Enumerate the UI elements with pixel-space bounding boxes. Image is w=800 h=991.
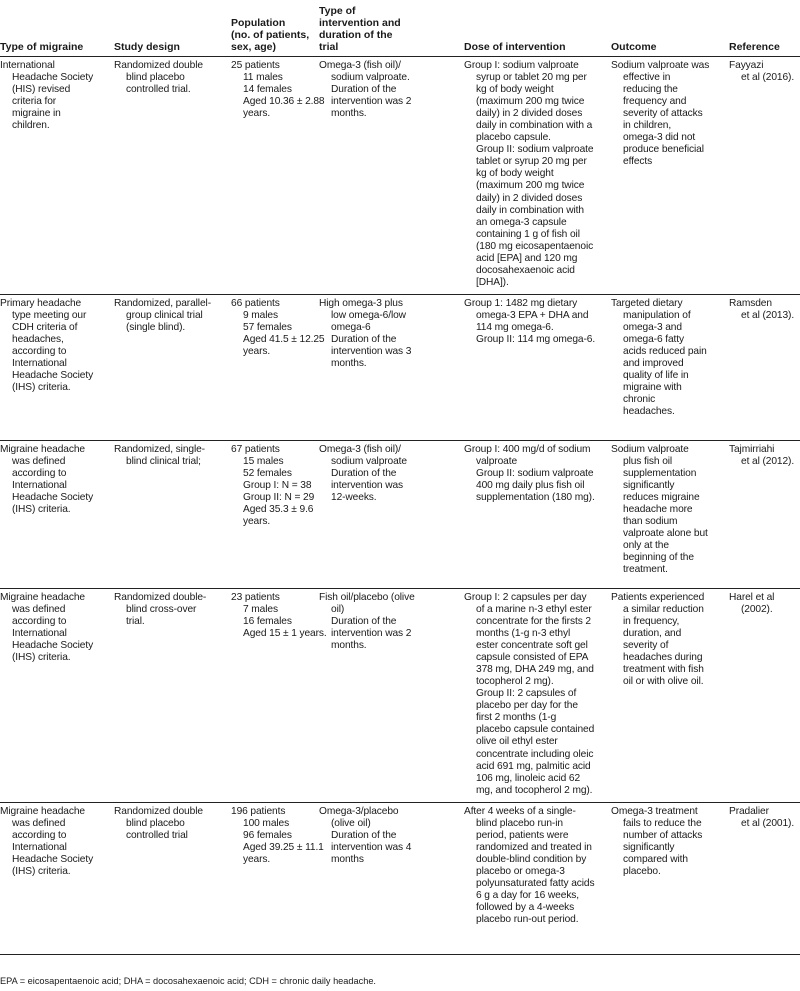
cell-line: (IHS) criteria. (12, 504, 71, 516)
cell-line: mg, and tocopherol 2 mg). (476, 784, 593, 796)
cell-line: daily in combination with (476, 204, 584, 216)
cell-line: Aged 41.5 ± 12.25 (243, 334, 325, 346)
cell-line: placebo run-out period. (476, 914, 579, 926)
cell-line: (2002). (741, 603, 773, 615)
cell-line: Duration of the (331, 467, 397, 479)
cell-line: Group I: N = 38 (243, 480, 312, 492)
cell-line: Duration of the (331, 334, 397, 346)
cell-line: docosahexaenoic acid (476, 264, 575, 276)
header-study-design (114, 0, 231, 57)
cell-line: intervention was 2 (331, 96, 412, 108)
cell-line: first 2 months (1-g (476, 712, 557, 724)
cell-line: Group II: sodium valproate (476, 467, 594, 479)
cell-line: Randomized double (114, 60, 203, 71)
header-row (0, 0, 800, 57)
cell-line: Primary headache (0, 297, 82, 309)
cell-line: et al (2013). (741, 309, 795, 321)
cell-line: reducing the (623, 84, 678, 96)
cell-line: 100 males (243, 817, 290, 829)
cell-line: placebo per day for the (476, 700, 578, 712)
cell-line: containing 1 g of fish oil (476, 228, 580, 240)
cell-line: randomized and treated in (476, 841, 592, 853)
cell-line: High omega-3 plus (319, 297, 403, 309)
cell-line: kg of body weight (476, 168, 554, 180)
cell-line: headaches, (12, 334, 64, 346)
header-reference (729, 0, 800, 57)
cell-line: treatment. (623, 564, 668, 576)
cell-line: Group I: 2 capsules per day (464, 591, 587, 603)
cell-outcome (611, 440, 729, 588)
cell-line: Omega-3 treatment (611, 805, 698, 817)
cell-line: 114 mg omega-6. (476, 321, 554, 333)
cell-type (0, 440, 114, 588)
cell-line: International (0, 60, 55, 71)
header-line: (no. of patients, (231, 29, 310, 41)
cell-line: oil) (331, 603, 345, 615)
cell-line: was defined (12, 603, 66, 615)
table-row (0, 588, 800, 802)
cell-reference (729, 294, 800, 440)
cell-line: 14 females (243, 84, 292, 96)
cell-line: 106 mg, linoleic acid 62 (476, 772, 581, 784)
header-line: Population (231, 17, 286, 29)
cell-line: Aged 35.3 ± 9.6 (243, 504, 314, 516)
cell-line: quality of life in (623, 370, 689, 382)
cell-outcome (611, 57, 729, 295)
cell-line: Duration of the (331, 84, 397, 96)
cell-line: 6 g a day for 16 weeks, (476, 890, 580, 902)
cell-line: severity of (623, 640, 669, 652)
cell-line: 400 mg daily plus fish oil (476, 480, 585, 492)
cell-line: Fayyazi (729, 60, 764, 71)
header-line: duration of the (319, 29, 393, 41)
cell-line: Sodium valproate (611, 443, 689, 455)
cell-line: in frequency, (623, 615, 680, 627)
cell-line: (olive oil) (331, 817, 371, 829)
cell-line: Ramsden (729, 297, 772, 309)
cell-line: valproate (476, 455, 518, 467)
cell-line: Targeted dietary (611, 297, 683, 309)
cell-line: (single blind). (126, 321, 186, 333)
header-population (231, 0, 319, 57)
cell-line: Aged 39.25 ± 11.1 (243, 841, 324, 853)
cell-intervention (319, 57, 464, 295)
cell-line: (HIS) revised (12, 84, 71, 96)
cell-line: Randomized double (114, 805, 203, 817)
cell-line: fails to reduce the (623, 817, 702, 829)
cell-line: et al (2012). (741, 455, 795, 467)
cell-intervention (319, 440, 464, 588)
cell-dose (464, 802, 611, 954)
header-line: Dose of intervention (464, 41, 566, 53)
cell-line: was defined (12, 455, 66, 467)
table-body (0, 57, 800, 955)
cell-line: chronic (623, 394, 656, 406)
cell-line: Tajmirriahi (729, 443, 775, 455)
header-dose-of-intervention (464, 0, 611, 57)
cell-line: supplementation (180 mg). (476, 492, 595, 504)
cell-line: capsule consisted of EPA (476, 652, 589, 664)
cell-line: criteria for (12, 96, 57, 108)
cell-line: intervention was (331, 480, 404, 492)
cell-line: 57 females (243, 321, 292, 333)
cell-dose (464, 588, 611, 802)
cell-line: reduces migraine (623, 492, 700, 504)
cell-line: 7 males (243, 603, 278, 615)
header-line: Outcome (611, 41, 657, 53)
cell-population (231, 294, 325, 440)
cell-line: intervention was 4 (331, 841, 412, 853)
cell-population (231, 802, 324, 954)
cell-line: syrup or tablet 20 mg per (476, 72, 587, 84)
cell-line: in children, (623, 120, 672, 132)
cell-line: was defined (12, 817, 66, 829)
cell-reference (729, 802, 800, 954)
cell-line: migraine with (623, 382, 682, 394)
cell-outcome (611, 294, 729, 440)
cell-line: number of attacks (623, 829, 703, 841)
cell-line: daily) in 2 divided doses (476, 108, 583, 120)
cell-line: than sodium (623, 516, 678, 528)
cell-line: a similar reduction (623, 603, 704, 615)
cell-line: [DHA]). (476, 276, 509, 288)
cell-reference (729, 588, 800, 802)
cell-line: 196 patients (231, 805, 286, 817)
cell-line: 16 females (243, 615, 292, 627)
cell-line: sodium valproate (331, 455, 407, 467)
cell-line: Group I: sodium valproate (464, 60, 579, 71)
cell-line: Group II: N = 29 (243, 492, 315, 504)
cell-line: Group 1: 1482 mg dietary (464, 297, 578, 309)
cell-line: 9 males (243, 309, 278, 321)
cell-line: years. (243, 346, 271, 358)
cell-line: according to (12, 467, 67, 479)
cell-line: concentrate including oleic (476, 748, 594, 760)
cell-reference (729, 57, 800, 295)
cell-line: ester concentrate soft gel (476, 640, 588, 652)
cell-line: After 4 weeks of a single- (464, 805, 576, 817)
cell-line: effective in (623, 72, 671, 84)
cell-intervention (319, 588, 464, 802)
cell-line: according to (12, 615, 67, 627)
cell-line: supplementation (623, 467, 697, 479)
cell-line: Aged 15 ± 1 years. (243, 628, 327, 640)
cell-line: (maximum 200 mg twice (476, 180, 585, 192)
cell-design (114, 588, 231, 802)
cell-line: daily in combination with a (476, 120, 593, 132)
cell-line: years. (243, 108, 271, 120)
header-type-of-migraine (0, 0, 114, 57)
cell-line: omega-6 (331, 321, 371, 333)
cell-dose (464, 440, 611, 588)
cell-line: type meeting our (12, 309, 87, 321)
cell-dose (464, 294, 611, 440)
cell-line: 67 patients (231, 443, 280, 455)
cell-design (114, 57, 231, 295)
cell-line: months. (331, 108, 367, 120)
cell-line: Omega-3/placebo (319, 805, 399, 817)
cell-line: (IHS) criteria. (12, 865, 71, 877)
cell-line: according to (12, 829, 67, 841)
header-line: trial (319, 41, 339, 53)
cell-line: migraine in (12, 108, 61, 120)
cell-line: International (12, 628, 67, 640)
cell-line: frequency and (623, 96, 687, 108)
cell-line: tablet or syrup 20 mg per (476, 156, 587, 168)
cell-type (0, 57, 114, 295)
cell-line: Randomized, single- (114, 443, 205, 455)
cell-line: Migraine headache (0, 805, 85, 817)
cell-line: 25 patients (231, 60, 280, 71)
cell-line: (IHS) criteria. (12, 382, 71, 394)
cell-line: Randomized double- (114, 591, 207, 603)
table-row (0, 802, 800, 954)
cell-line: placebo capsule. (476, 132, 551, 144)
cell-line: headache more (623, 504, 693, 516)
cell-line: and improved (623, 358, 684, 370)
header-line: Type of migraine (0, 41, 84, 53)
cell-line: 15 males (243, 455, 284, 467)
cell-line: months. (331, 358, 367, 370)
cell-outcome (611, 588, 729, 802)
cell-line: CDH criteria of (12, 321, 78, 333)
cell-line: blind cross-over (126, 603, 197, 615)
cell-line: headaches during (623, 652, 703, 664)
table-header (0, 0, 800, 57)
cell-line: Migraine headache (0, 443, 85, 455)
cell-line: according to (12, 346, 67, 358)
cell-line: 378 mg, DHA 249 mg, and (476, 664, 594, 676)
cell-type (0, 294, 114, 440)
cell-dose (464, 57, 611, 295)
cell-line: Group II: 114 mg omega-6. (476, 334, 596, 346)
cell-line: group clinical trial (126, 309, 203, 321)
cell-reference (729, 440, 800, 588)
table-row (0, 440, 800, 588)
cell-intervention (319, 802, 464, 954)
cell-line: placebo. (623, 865, 661, 877)
cell-line: olive oil ethyl ester (476, 736, 558, 748)
cell-type (0, 588, 114, 802)
header-line: sex, age) (231, 41, 276, 53)
cell-line: months (331, 853, 364, 865)
cell-line: Headache Society (12, 853, 94, 865)
cell-intervention (319, 294, 464, 440)
cell-line: omega-3 did not (623, 132, 696, 144)
cell-line: months (1-g n-3 ethyl (476, 628, 571, 640)
cell-line: Migraine headache (0, 591, 85, 603)
cell-line: tocopherol 2 mg). (476, 676, 554, 688)
table-footnote: EPA = eicosapentaenoic acid; DHA = docosahexaenoic acid; CDH = chronic daily headache. (0, 976, 376, 986)
cell-line: trial. (126, 615, 145, 627)
cell-line: blind clinical trial; (126, 455, 201, 467)
cell-line: 12-weeks. (331, 492, 377, 504)
cell-line: (IHS) criteria. (12, 652, 71, 664)
cell-line: concentrate for the firsts 2 (476, 615, 591, 627)
cell-line: polyunsaturated fatty acids (476, 877, 595, 889)
cell-population (231, 57, 325, 295)
cell-outcome (611, 802, 729, 954)
cell-line: treatment with fish (623, 664, 704, 676)
cell-line: severity of attacks (623, 108, 703, 120)
cell-line: Harel et al (729, 591, 775, 603)
header-intervention-duration (319, 0, 464, 57)
cell-line: acid [EPA] and 120 mg (476, 252, 578, 264)
cell-line: sodium valproate. (331, 72, 410, 84)
cell-line: (180 mg eicosapentaenoic (476, 240, 594, 252)
cell-line: omega-3 EPA + DHA and (476, 309, 589, 321)
cell-line: (maximum 200 mg twice (476, 96, 585, 108)
cell-line: Pradalier (729, 805, 769, 817)
cell-line: only at the (623, 540, 669, 552)
cell-line: International (12, 480, 67, 492)
cell-line: Duration of the (331, 829, 397, 841)
cell-line: blind placebo (126, 72, 185, 84)
header-outcome (611, 0, 729, 57)
cell-line: placebo or omega-3 (476, 865, 565, 877)
cell-line: Aged 10.36 ± 2.88 (243, 96, 325, 108)
cell-line: Duration of the (331, 615, 397, 627)
cell-line: 66 patients (231, 297, 280, 309)
cell-line: manipulation of (623, 309, 691, 321)
cell-line: intervention was 2 (331, 628, 412, 640)
cell-line: Randomized, parallel- (114, 297, 211, 309)
header-line: Reference (729, 41, 780, 53)
cell-line: produce beneficial (623, 144, 704, 156)
cell-line: acid 691 mg, palmitic acid (476, 760, 591, 772)
cell-design (114, 294, 231, 440)
cell-line: years. (243, 853, 271, 865)
header-line: intervention and (319, 17, 401, 29)
table-row (0, 57, 800, 295)
cell-line: effects (623, 156, 653, 168)
cell-line: 52 females (243, 467, 292, 479)
cell-line: headaches. (623, 406, 675, 418)
cell-line: Omega-3 (fish oil)/ (319, 60, 401, 71)
cell-line: Group I: 400 mg/d of sodium (464, 443, 591, 455)
cell-design (114, 440, 231, 588)
cell-line: et al (2016). (741, 72, 795, 84)
cell-line: 23 patients (231, 591, 280, 603)
cell-line: Omega-3 (fish oil)/ (319, 443, 401, 455)
cell-line: blind placebo (126, 817, 185, 829)
cell-population (231, 588, 327, 802)
cell-line: an omega-3 capsule (476, 216, 567, 228)
cell-line: controlled trial. (126, 84, 191, 96)
cell-line: et al (2001). (741, 817, 795, 829)
cell-line: Group II: sodium valproate (476, 144, 594, 156)
cell-line: beginning of the (623, 552, 694, 564)
table-row (0, 294, 800, 440)
cell-line: Patients experienced (611, 591, 705, 603)
cell-design (114, 802, 231, 954)
cell-line: valproate alone but (623, 528, 708, 540)
header-line: Study design (114, 41, 180, 53)
cell-line: blind placebo run-in (476, 817, 563, 829)
cell-line: Headache Society (12, 492, 94, 504)
cell-line: Fish oil/placebo (olive (319, 591, 415, 603)
cell-line: double-blind condition by (476, 853, 587, 865)
cell-line: plus fish oil (623, 455, 673, 467)
cell-line: International (12, 841, 67, 853)
cell-line: children. (12, 120, 50, 132)
cell-line: oil or with olive oil. (623, 676, 704, 688)
cell-line: Sodium valproate was (611, 60, 710, 71)
cell-line: 96 females (243, 829, 292, 841)
cell-line: years. (243, 516, 271, 528)
cell-line: omega-3 and (623, 321, 682, 333)
cell-population (231, 440, 319, 588)
cell-line: duration, and (623, 628, 682, 640)
cell-line: Group II: 2 capsules of (476, 688, 577, 700)
header-line: Type of (319, 5, 356, 17)
cell-line: kg of body weight (476, 84, 554, 96)
cell-line: months. (331, 640, 367, 652)
cell-line: intervention was 3 (331, 346, 412, 358)
cell-line: significantly (623, 480, 675, 492)
cell-line: placebo capsule contained (476, 724, 595, 736)
cell-line: Headache Society (12, 370, 94, 382)
cell-line: omega-6 fatty (623, 334, 684, 346)
cell-line: daily) in 2 divided doses (476, 192, 583, 204)
cell-line: Headache Society (12, 640, 94, 652)
cell-line: of a marine n-3 ethyl ester (476, 603, 592, 615)
cell-line: controlled trial (126, 829, 188, 841)
cell-line: low omega-6/low (331, 309, 406, 321)
cell-type (0, 802, 114, 954)
cell-line: Headache Society (12, 72, 94, 84)
cell-line: significantly (623, 841, 675, 853)
cell-line: followed by a 4-weeks (476, 902, 575, 914)
cell-line: period, patients were (476, 829, 569, 841)
cell-line: International (12, 358, 67, 370)
cell-line: 11 males (243, 72, 283, 84)
cell-line: compared with (623, 853, 688, 865)
cell-line: acids reduced pain (623, 346, 707, 358)
